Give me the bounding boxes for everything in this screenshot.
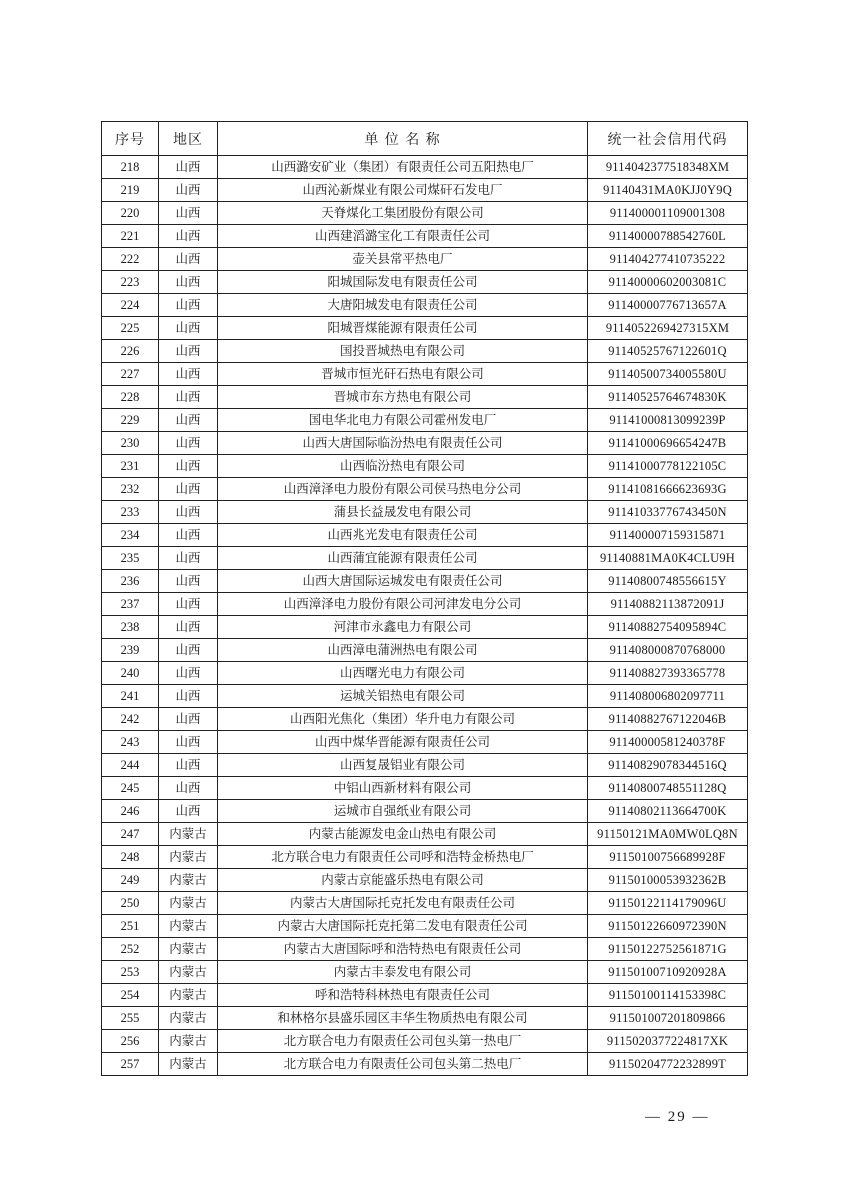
row-seq: 227 bbox=[102, 363, 159, 386]
row-region: 内蒙古 bbox=[159, 823, 218, 846]
row-region: 内蒙古 bbox=[159, 846, 218, 869]
row-seq: 252 bbox=[102, 938, 159, 961]
row-credit-code: 911400001109001308 bbox=[588, 202, 748, 225]
table-row bbox=[102, 340, 748, 363]
row-unit-name: 内蒙古能源发电金山热电有限公司 bbox=[218, 823, 588, 846]
row-seq: 250 bbox=[102, 892, 159, 915]
table-row bbox=[102, 524, 748, 547]
row-unit-name: 蒲县长益晟发电有限公司 bbox=[218, 501, 588, 524]
row-unit-name: 山西大唐国际运城发电有限责任公司 bbox=[218, 570, 588, 593]
table-row bbox=[102, 823, 748, 846]
row-seq: 229 bbox=[102, 409, 159, 432]
row-seq: 254 bbox=[102, 984, 159, 1007]
row-credit-code: 91141081666623693G bbox=[588, 478, 748, 501]
row-credit-code: 911501007201809866 bbox=[588, 1007, 748, 1030]
table-row bbox=[102, 409, 748, 432]
row-unit-name: 内蒙古丰泰发电有限公司 bbox=[218, 961, 588, 984]
row-unit-name: 内蒙古大唐国际托克托发电有限责任公司 bbox=[218, 892, 588, 915]
table-row bbox=[102, 915, 748, 938]
row-credit-code: 91140800748551128Q bbox=[588, 777, 748, 800]
row-seq: 223 bbox=[102, 271, 159, 294]
row-unit-name: 山西中煤华晋能源有限责任公司 bbox=[218, 731, 588, 754]
header-region: 地区 bbox=[159, 122, 218, 156]
row-credit-code: 91140800748556615Y bbox=[588, 570, 748, 593]
row-credit-code: 91140500734005580U bbox=[588, 363, 748, 386]
row-credit-code: 91150122752561871G bbox=[588, 938, 748, 961]
row-credit-code: 91140802113664700K bbox=[588, 800, 748, 823]
row-unit-name: 山西建滔潞宝化工有限责任公司 bbox=[218, 225, 588, 248]
row-region: 山西 bbox=[159, 248, 218, 271]
row-region: 山西 bbox=[159, 754, 218, 777]
row-seq: 256 bbox=[102, 1030, 159, 1053]
row-credit-code: 91140525764674830K bbox=[588, 386, 748, 409]
row-region: 山西 bbox=[159, 271, 218, 294]
row-seq: 233 bbox=[102, 501, 159, 524]
table-row bbox=[102, 593, 748, 616]
row-unit-name: 和林格尔县盛乐园区丰华生物质热电有限公司 bbox=[218, 1007, 588, 1030]
row-credit-code: 91150122660972390N bbox=[588, 915, 748, 938]
row-seq: 257 bbox=[102, 1053, 159, 1076]
row-unit-name: 山西漳泽电力股份有限公司河津发电分公司 bbox=[218, 593, 588, 616]
row-region: 山西 bbox=[159, 317, 218, 340]
table-row bbox=[102, 225, 748, 248]
row-seq: 244 bbox=[102, 754, 159, 777]
row-unit-name: 国投晋城热电有限公司 bbox=[218, 340, 588, 363]
row-region: 内蒙古 bbox=[159, 984, 218, 1007]
row-seq: 235 bbox=[102, 547, 159, 570]
table-row bbox=[102, 455, 748, 478]
row-seq: 245 bbox=[102, 777, 159, 800]
row-credit-code: 91140882113872091J bbox=[588, 593, 748, 616]
row-unit-name: 大唐阳城发电有限责任公司 bbox=[218, 294, 588, 317]
row-unit-name: 山西兆光发电有限责任公司 bbox=[218, 524, 588, 547]
header-seq: 序号 bbox=[102, 122, 159, 156]
row-region: 内蒙古 bbox=[159, 1007, 218, 1030]
table-header bbox=[102, 122, 748, 156]
row-region: 山西 bbox=[159, 524, 218, 547]
table-row bbox=[102, 777, 748, 800]
row-seq: 240 bbox=[102, 662, 159, 685]
row-unit-name: 晋城市东方热电有限公司 bbox=[218, 386, 588, 409]
row-seq: 249 bbox=[102, 869, 159, 892]
row-region: 山西 bbox=[159, 547, 218, 570]
row-unit-name: 内蒙古大唐国际呼和浩特热电有限责任公司 bbox=[218, 938, 588, 961]
table-row bbox=[102, 248, 748, 271]
row-seq: 226 bbox=[102, 340, 159, 363]
header-credit-code: 统一社会信用代码 bbox=[588, 122, 748, 156]
row-region: 山西 bbox=[159, 639, 218, 662]
row-credit-code: 91140423775183​48XM bbox=[588, 156, 748, 179]
row-unit-name: 山西漳电蒲洲热电有限公司 bbox=[218, 639, 588, 662]
row-seq: 251 bbox=[102, 915, 159, 938]
row-seq: 239 bbox=[102, 639, 159, 662]
table-row bbox=[102, 639, 748, 662]
row-unit-name: 壶关县常平热电厂 bbox=[218, 248, 588, 271]
row-credit-code: 911408000870768000 bbox=[588, 639, 748, 662]
row-credit-code: 911408006802097711 bbox=[588, 685, 748, 708]
row-seq: 224 bbox=[102, 294, 159, 317]
row-unit-name: 运城关铝热电有限公司 bbox=[218, 685, 588, 708]
row-credit-code: 91141000696654247B bbox=[588, 432, 748, 455]
row-credit-code: 91150203772248​17XK bbox=[588, 1030, 748, 1053]
row-credit-code: 91150100756689928F bbox=[588, 846, 748, 869]
row-region: 山西 bbox=[159, 156, 218, 179]
row-seq: 255 bbox=[102, 1007, 159, 1030]
row-seq: 247 bbox=[102, 823, 159, 846]
table-row bbox=[102, 662, 748, 685]
row-seq: 230 bbox=[102, 432, 159, 455]
row-unit-name: 中铝山西新材料有限公司 bbox=[218, 777, 588, 800]
enterprise-list-table bbox=[101, 121, 748, 1076]
row-unit-name: 山西阳光焦化（集团）华升电力有限公司 bbox=[218, 708, 588, 731]
row-credit-code: 91140525767122601Q bbox=[588, 340, 748, 363]
table-row bbox=[102, 846, 748, 869]
row-region: 山西 bbox=[159, 685, 218, 708]
row-unit-name: 山西漳泽电力股份有限公司侯马热电分公司 bbox=[218, 478, 588, 501]
row-seq: 248 bbox=[102, 846, 159, 869]
row-credit-code: 91141000813099239P bbox=[588, 409, 748, 432]
row-seq: 238 bbox=[102, 616, 159, 639]
row-unit-name: 河津市永鑫电力有限公司 bbox=[218, 616, 588, 639]
row-credit-code: 91140881MA0K4CLU9H bbox=[588, 547, 748, 570]
row-region: 内蒙古 bbox=[159, 1053, 218, 1076]
table-row bbox=[102, 869, 748, 892]
row-credit-code: 91150204772232899T bbox=[588, 1053, 748, 1076]
row-region: 内蒙古 bbox=[159, 1030, 218, 1053]
row-region: 山西 bbox=[159, 570, 218, 593]
row-region: 山西 bbox=[159, 432, 218, 455]
row-unit-name: 内蒙古京能盛乐热电有限公司 bbox=[218, 869, 588, 892]
table-row bbox=[102, 984, 748, 1007]
table-row bbox=[102, 501, 748, 524]
row-seq: 231 bbox=[102, 455, 159, 478]
row-seq: 225 bbox=[102, 317, 159, 340]
table-row bbox=[102, 938, 748, 961]
row-region: 山西 bbox=[159, 593, 218, 616]
table-row bbox=[102, 1053, 748, 1076]
row-unit-name: 国电华北电力有限公司霍州发电厂 bbox=[218, 409, 588, 432]
table-row bbox=[102, 317, 748, 340]
row-credit-code: 91141033776743450N bbox=[588, 501, 748, 524]
table-row bbox=[102, 800, 748, 823]
row-seq: 218 bbox=[102, 156, 159, 179]
row-region: 内蒙古 bbox=[159, 869, 218, 892]
row-credit-code: 91150100710920928A bbox=[588, 961, 748, 984]
header-unit-name: 单 位 名 称 bbox=[218, 122, 588, 156]
row-credit-code: 911404277410735222 bbox=[588, 248, 748, 271]
row-unit-name: 山西蒲宜能源有限责任公司 bbox=[218, 547, 588, 570]
row-credit-code: 91150100114153398C bbox=[588, 984, 748, 1007]
row-unit-name: 运城市自强纸业有限公司 bbox=[218, 800, 588, 823]
row-seq: 228 bbox=[102, 386, 159, 409]
row-credit-code: 91150122114179096U bbox=[588, 892, 748, 915]
row-region: 山西 bbox=[159, 708, 218, 731]
row-region: 山西 bbox=[159, 731, 218, 754]
row-region: 内蒙古 bbox=[159, 938, 218, 961]
row-region: 山西 bbox=[159, 777, 218, 800]
table-row bbox=[102, 202, 748, 225]
table-row bbox=[102, 570, 748, 593]
row-region: 内蒙古 bbox=[159, 915, 218, 938]
row-unit-name: 阳城国际发电有限责任公司 bbox=[218, 271, 588, 294]
row-seq: 243 bbox=[102, 731, 159, 754]
table-row bbox=[102, 547, 748, 570]
table-row bbox=[102, 432, 748, 455]
row-region: 山西 bbox=[159, 478, 218, 501]
row-unit-name: 北方联合电力有限责任公司包头第一热电厂 bbox=[218, 1030, 588, 1053]
row-unit-name: 晋城市恒光矸石热电有限公司 bbox=[218, 363, 588, 386]
row-region: 山西 bbox=[159, 409, 218, 432]
row-region: 山西 bbox=[159, 340, 218, 363]
row-seq: 220 bbox=[102, 202, 159, 225]
header-row bbox=[102, 122, 748, 156]
table-row bbox=[102, 892, 748, 915]
row-region: 山西 bbox=[159, 225, 218, 248]
row-region: 山西 bbox=[159, 363, 218, 386]
row-region: 山西 bbox=[159, 202, 218, 225]
table-row bbox=[102, 708, 748, 731]
table-row bbox=[102, 156, 748, 179]
row-credit-code: 91150121MA0MW0LQ8N bbox=[588, 823, 748, 846]
row-region: 山西 bbox=[159, 662, 218, 685]
table-row bbox=[102, 961, 748, 984]
row-region: 山西 bbox=[159, 294, 218, 317]
row-unit-name: 阳城晋煤能源有限责任公司 bbox=[218, 317, 588, 340]
row-region: 山西 bbox=[159, 455, 218, 478]
row-unit-name: 天脊煤化工集团股份有限公司 bbox=[218, 202, 588, 225]
row-unit-name: 北方联合电力有限责任公司呼和浩特金桥热电厂 bbox=[218, 846, 588, 869]
table-row bbox=[102, 1030, 748, 1053]
row-unit-name: 山西临汾热电有限公司 bbox=[218, 455, 588, 478]
row-credit-code: 91141000778122105C bbox=[588, 455, 748, 478]
table-row bbox=[102, 478, 748, 501]
row-unit-name: 山西沁新煤业有限公司煤矸石发电厂 bbox=[218, 179, 588, 202]
row-credit-code: 91150100053932362B bbox=[588, 869, 748, 892]
row-region: 山西 bbox=[159, 616, 218, 639]
row-seq: 253 bbox=[102, 961, 159, 984]
row-credit-code: 91140000776713657A bbox=[588, 294, 748, 317]
table-row bbox=[102, 363, 748, 386]
row-credit-code: 91140829078344516Q bbox=[588, 754, 748, 777]
table-row bbox=[102, 754, 748, 777]
table-row bbox=[102, 271, 748, 294]
table-row bbox=[102, 616, 748, 639]
row-credit-code: 91140000602003081C bbox=[588, 271, 748, 294]
row-seq: 232 bbox=[102, 478, 159, 501]
row-seq: 237 bbox=[102, 593, 159, 616]
row-region: 山西 bbox=[159, 800, 218, 823]
row-credit-code: 91140522694273​15XM bbox=[588, 317, 748, 340]
row-credit-code: 911400007159315871 bbox=[588, 524, 748, 547]
row-seq: 241 bbox=[102, 685, 159, 708]
row-region: 山西 bbox=[159, 501, 218, 524]
row-unit-name: 山西复晟铝业有限公司 bbox=[218, 754, 588, 777]
row-credit-code: 91140000581240378F bbox=[588, 731, 748, 754]
row-unit-name: 呼和浩特科林热电有限责任公司 bbox=[218, 984, 588, 1007]
table-row bbox=[102, 179, 748, 202]
row-seq: 221 bbox=[102, 225, 159, 248]
row-seq: 246 bbox=[102, 800, 159, 823]
table-row bbox=[102, 294, 748, 317]
row-credit-code: 91140431MA0KJJ0Y9Q bbox=[588, 179, 748, 202]
row-seq: 242 bbox=[102, 708, 159, 731]
row-region: 山西 bbox=[159, 386, 218, 409]
row-credit-code: 91140882754095894C bbox=[588, 616, 748, 639]
row-credit-code: 91140000788542760L bbox=[588, 225, 748, 248]
table-row bbox=[102, 731, 748, 754]
row-seq: 234 bbox=[102, 524, 159, 547]
row-unit-name: 山西大唐国际临汾热电有限责任公司 bbox=[218, 432, 588, 455]
row-unit-name: 内蒙古大唐国际托克托第二发电有限责任公司 bbox=[218, 915, 588, 938]
row-seq: 222 bbox=[102, 248, 159, 271]
page-number: — 29 — bbox=[645, 1109, 710, 1125]
row-unit-name: 北方联合电力有限责任公司包头第二热电厂 bbox=[218, 1053, 588, 1076]
row-credit-code: 91140882767122046B bbox=[588, 708, 748, 731]
table-row bbox=[102, 386, 748, 409]
row-region: 山西 bbox=[159, 179, 218, 202]
table-row bbox=[102, 685, 748, 708]
row-seq: 219 bbox=[102, 179, 159, 202]
row-region: 内蒙古 bbox=[159, 892, 218, 915]
row-credit-code: 911408827393365778 bbox=[588, 662, 748, 685]
row-seq: 236 bbox=[102, 570, 159, 593]
table-body bbox=[102, 156, 748, 1076]
row-unit-name: 山西潞安矿业（集团）有限责任公司五阳热电厂 bbox=[218, 156, 588, 179]
row-region: 内蒙古 bbox=[159, 961, 218, 984]
row-unit-name: 山西曙光电力有限公司 bbox=[218, 662, 588, 685]
table-row bbox=[102, 1007, 748, 1030]
